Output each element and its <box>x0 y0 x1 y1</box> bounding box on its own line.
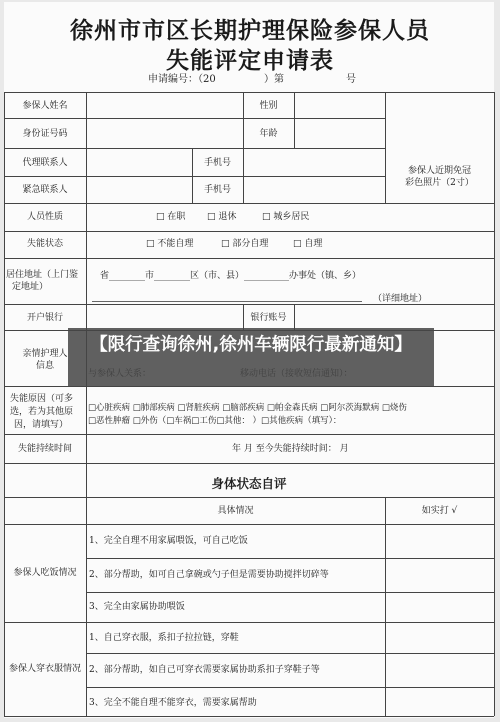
grid-line <box>294 92 295 148</box>
grid-line <box>4 622 494 623</box>
check-column-header: 如实打 √ <box>421 506 458 516</box>
option-retired[interactable]: □ 退休 <box>207 212 237 222</box>
dressing-label: 参保人穿衣服情况 <box>8 664 81 674</box>
app-no-label: 申请编号：（20 <box>148 74 216 85</box>
grid-line <box>4 524 494 525</box>
grid-line <box>4 231 494 232</box>
self-assessment-title: 身体状态自评 <box>211 476 287 491</box>
grid-line <box>4 176 385 177</box>
grid-line <box>4 716 494 717</box>
form-subtitle: 失能评定申请表 <box>166 47 334 74</box>
cause-options-line2[interactable]: □恶性肿瘤 □外伤（□车祸□工伤□其他： ）□其他疾病（填写）： <box>88 416 342 426</box>
grid-line <box>4 148 385 149</box>
bank-label: 开户银行 <box>26 313 63 323</box>
caregiver-label-line1: 亲情护理人 <box>22 349 68 359</box>
app-no-close: ）第 <box>264 74 284 85</box>
personnel-type-label: 人员性质 <box>26 212 63 222</box>
grid-line <box>86 687 494 688</box>
cause-options-line1[interactable]: □心脏疾病 □肺部疾病 □肾脏疾病 □脑部疾病 □帕金森氏病 □阿尔茨海默病 □烧伤 <box>88 403 407 413</box>
address-line1[interactable]: 省________市________区（市、县）__________办事处（镇、乡） <box>100 271 362 281</box>
insured-name-label: 参保人姓名 <box>22 101 68 111</box>
grid-line <box>86 558 494 559</box>
gender-label: 性别 <box>259 101 278 111</box>
address-underline <box>92 301 362 302</box>
dressing-option-2[interactable]: 2、部分帮助，如自己可穿衣需要家属协助系扣子穿鞋子等 <box>89 665 320 675</box>
option-employed[interactable]: □ 在职 <box>156 212 186 222</box>
emergency-phone-label: 手机号 <box>203 185 231 195</box>
eating-option-1[interactable]: 1、完全自理不用家属喂饭，可自己吃饭 <box>89 536 248 546</box>
grid-line <box>4 203 494 204</box>
emergency-contact-label: 紧急联系人 <box>22 185 68 195</box>
option-unable-self-care[interactable]: □ 不能自理 <box>146 239 194 249</box>
app-no-unit: 号 <box>346 74 356 85</box>
grid-line <box>4 92 494 93</box>
duration-text[interactable]: 年 月 至今失能持续时间： 月 <box>232 444 349 454</box>
address-label-line2: 定地址） <box>12 282 49 292</box>
eating-label: 参保人吃饭情况 <box>13 568 77 578</box>
grid-line <box>4 386 494 387</box>
form-title: 徐州市市区长期护理保险参保人员 <box>70 17 430 44</box>
grid-line <box>4 497 494 498</box>
grid-line <box>294 304 295 330</box>
age-label: 年龄 <box>259 129 278 139</box>
option-partial-self-care[interactable]: □ 部分自理 <box>221 239 269 249</box>
grid-line <box>86 653 494 654</box>
dressing-option-3[interactable]: 3、完全不能自理不能穿衣，需要家属帮助 <box>89 698 257 708</box>
duration-label: 失能持续时间 <box>17 444 72 454</box>
details-column-header: 具体情况 <box>217 506 254 516</box>
address-label-line1: 居住地址（上门鉴 <box>6 270 79 280</box>
caregiver-label-line2: 信息 <box>35 361 54 371</box>
grid-line <box>4 118 385 119</box>
dressing-option-1[interactable]: 1、自己穿衣服，系扣子拉拉链，穿鞋 <box>89 633 239 643</box>
photo-box-line2: 彩色照片（2寸） <box>405 178 474 188</box>
id-number-label: 身份证号码 <box>22 129 68 139</box>
option-resident[interactable]: □ 城乡居民 <box>262 212 310 222</box>
agent-phone-label: 手机号 <box>203 158 231 168</box>
option-self-care[interactable]: □ 自理 <box>293 239 323 249</box>
eating-option-2[interactable]: 2、部分帮助，如可自己拿碗或勺子但是需要协助搅拌切碎等 <box>89 570 329 580</box>
photo-box-line1: 参保人近期免冠 <box>407 166 471 176</box>
grid-line <box>494 92 495 716</box>
bank-account-label: 银行账号 <box>250 313 287 323</box>
grid-line <box>4 258 494 259</box>
grid-line <box>4 463 494 464</box>
disability-state-label: 失能状态 <box>26 239 63 249</box>
overlay-title[interactable]: 【限行查询徐州,徐州车辆限行最新通知】 <box>90 335 412 355</box>
grid-line <box>86 92 87 716</box>
cause-label-line3: 因，请填写） <box>14 420 69 430</box>
grid-line <box>86 592 494 593</box>
eating-option-3[interactable]: 3、完全由家属协助喂饭 <box>89 602 185 612</box>
cause-label-line1: 失能原因（可多 <box>10 394 74 404</box>
agent-contact-label: 代理联系人 <box>22 158 68 168</box>
detail-address-label: （详细地址） <box>373 294 428 304</box>
cause-label-line2: 选，若为其他原 <box>10 407 74 417</box>
grid-line <box>4 434 494 435</box>
grid-line <box>385 497 386 716</box>
